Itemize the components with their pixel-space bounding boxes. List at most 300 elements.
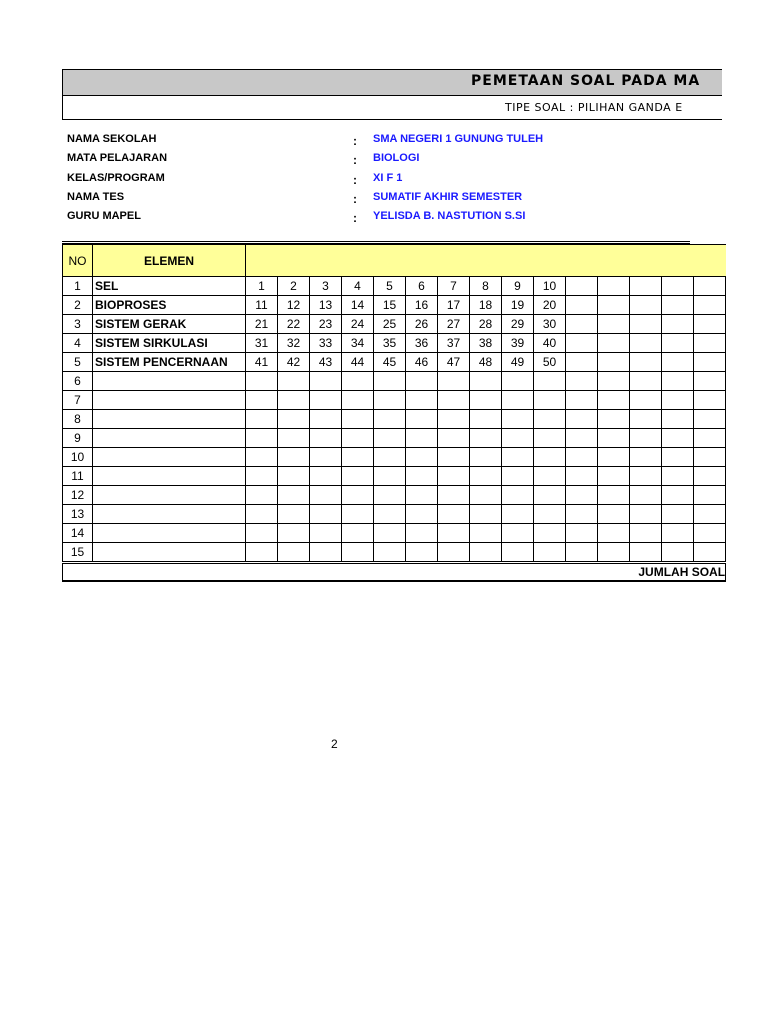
question-cell [406, 429, 438, 448]
question-cell [502, 486, 534, 505]
question-cell [502, 505, 534, 524]
question-cell: 42 [278, 353, 310, 372]
question-cell: 3 [310, 277, 342, 296]
question-cell [470, 410, 502, 429]
elemen-cell [93, 505, 246, 524]
question-cell: 35 [374, 334, 406, 353]
info-row [67, 152, 687, 171]
question-cell [246, 372, 278, 391]
question-cell [598, 410, 630, 429]
header-question-numbers [246, 245, 726, 277]
question-cell [374, 410, 406, 429]
question-cell [694, 524, 726, 543]
info-colon: : [353, 173, 357, 187]
question-cell: 18 [470, 296, 502, 315]
question-cell [470, 372, 502, 391]
question-cell: 17 [438, 296, 470, 315]
question-cell [374, 524, 406, 543]
info-label: NAMA TES [67, 191, 125, 203]
info-colon: : [353, 192, 357, 206]
question-cell [374, 448, 406, 467]
question-cell [502, 391, 534, 410]
question-cell: 49 [502, 353, 534, 372]
question-cell [470, 505, 502, 524]
question-cell: 22 [278, 315, 310, 334]
info-value: SUMATIF AKHIR SEMESTER [373, 191, 523, 203]
question-cell: 23 [310, 315, 342, 334]
question-cell [630, 543, 662, 563]
question-cell [662, 486, 694, 505]
question-cell: 19 [502, 296, 534, 315]
question-cell: 1 [246, 277, 278, 296]
table-row [63, 353, 726, 372]
question-cell [694, 543, 726, 563]
question-cell [534, 524, 566, 543]
table-row [63, 391, 726, 410]
question-cell [374, 372, 406, 391]
info-row [67, 191, 687, 210]
info-value: XI F 1 [373, 172, 403, 184]
table-row [63, 315, 726, 334]
question-cell [566, 296, 598, 315]
question-cell [310, 524, 342, 543]
table-row [63, 524, 726, 543]
question-cell: 4 [342, 277, 374, 296]
info-row [67, 133, 687, 152]
table-row [63, 448, 726, 467]
question-cell [566, 505, 598, 524]
elemen-cell [93, 391, 246, 410]
question-cell: 43 [310, 353, 342, 372]
table-row [63, 429, 726, 448]
question-cell [246, 505, 278, 524]
row-number: 8 [63, 410, 93, 429]
question-cell [662, 334, 694, 353]
question-cell [438, 543, 470, 563]
question-cell: 21 [246, 315, 278, 334]
question-cell: 37 [438, 334, 470, 353]
question-cell [470, 467, 502, 486]
question-cell [406, 524, 438, 543]
question-cell: 48 [470, 353, 502, 372]
question-cell [566, 486, 598, 505]
question-cell: 47 [438, 353, 470, 372]
header-no: NO [63, 245, 93, 277]
question-cell [534, 543, 566, 563]
question-cell [694, 334, 726, 353]
question-cell [502, 467, 534, 486]
question-cell [310, 372, 342, 391]
row-number: 13 [63, 505, 93, 524]
question-cell: 13 [310, 296, 342, 315]
table-row [63, 486, 726, 505]
question-cell [598, 353, 630, 372]
question-cell [534, 429, 566, 448]
question-cell [502, 543, 534, 563]
row-number: 7 [63, 391, 93, 410]
page-number: 2 [331, 737, 338, 751]
question-cell [534, 486, 566, 505]
question-cell [278, 524, 310, 543]
question-cell: 39 [502, 334, 534, 353]
question-cell: 5 [374, 277, 406, 296]
question-cell [374, 505, 406, 524]
row-number: 10 [63, 448, 93, 467]
question-cell: 26 [406, 315, 438, 334]
row-number: 4 [63, 334, 93, 353]
question-cell [406, 372, 438, 391]
question-cell [566, 467, 598, 486]
question-cell [566, 353, 598, 372]
question-cell [438, 486, 470, 505]
question-cell [406, 486, 438, 505]
info-label: KELAS/PROGRAM [67, 172, 165, 184]
elemen-cell: SISTEM GERAK [93, 315, 246, 334]
question-cell [662, 277, 694, 296]
question-cell: 30 [534, 315, 566, 334]
question-cell [470, 391, 502, 410]
elemen-cell [93, 486, 246, 505]
question-cell [694, 391, 726, 410]
question-cell [598, 486, 630, 505]
question-cell [406, 505, 438, 524]
title-bar [63, 70, 722, 96]
info-value: SMA NEGERI 1 GUNUNG TULEH [373, 133, 544, 145]
question-cell [534, 410, 566, 429]
question-cell: 44 [342, 353, 374, 372]
question-cell: 50 [534, 353, 566, 372]
question-cell [598, 391, 630, 410]
question-cell [374, 429, 406, 448]
question-cell: 38 [470, 334, 502, 353]
question-cell [246, 410, 278, 429]
question-cell [694, 467, 726, 486]
question-cell [278, 505, 310, 524]
question-cell [342, 448, 374, 467]
question-cell [694, 448, 726, 467]
question-cell: 31 [246, 334, 278, 353]
question-cell [374, 486, 406, 505]
question-cell [630, 505, 662, 524]
question-cell [502, 524, 534, 543]
question-cell [662, 372, 694, 391]
question-cell: 12 [278, 296, 310, 315]
question-cell: 33 [310, 334, 342, 353]
table-header-row [63, 245, 726, 277]
question-cell [630, 448, 662, 467]
question-cell [406, 467, 438, 486]
question-cell: 10 [534, 277, 566, 296]
question-cell [406, 543, 438, 563]
elemen-cell [93, 524, 246, 543]
question-cell [630, 486, 662, 505]
question-cell [278, 486, 310, 505]
question-cell [438, 429, 470, 448]
question-cell [278, 467, 310, 486]
question-cell [438, 391, 470, 410]
question-cell [470, 486, 502, 505]
question-cell [630, 524, 662, 543]
question-cell [310, 429, 342, 448]
question-cell [470, 543, 502, 563]
question-cell [662, 315, 694, 334]
row-number: 12 [63, 486, 93, 505]
header-elemen: ELEMEN [93, 245, 246, 277]
question-cell [342, 524, 374, 543]
question-cell [310, 505, 342, 524]
question-cell [246, 391, 278, 410]
question-cell [662, 429, 694, 448]
question-cell [342, 486, 374, 505]
question-cell [566, 391, 598, 410]
question-cell [534, 505, 566, 524]
question-cell [502, 448, 534, 467]
question-cell [566, 524, 598, 543]
question-cell [278, 429, 310, 448]
question-cell [566, 372, 598, 391]
question-cell [630, 277, 662, 296]
question-cell [566, 448, 598, 467]
question-cell [342, 467, 374, 486]
question-cell: 2 [278, 277, 310, 296]
question-cell [374, 467, 406, 486]
info-colon: : [353, 153, 357, 167]
question-cell [630, 296, 662, 315]
question-cell [246, 486, 278, 505]
question-cell [310, 486, 342, 505]
question-cell [662, 353, 694, 372]
question-cell: 7 [438, 277, 470, 296]
question-cell: 28 [470, 315, 502, 334]
info-colon: : [353, 134, 357, 148]
question-cell [470, 429, 502, 448]
question-cell [310, 467, 342, 486]
question-cell [278, 410, 310, 429]
mapping-table [62, 244, 726, 582]
row-number: 9 [63, 429, 93, 448]
question-cell [406, 391, 438, 410]
question-cell [694, 372, 726, 391]
question-cell [246, 543, 278, 563]
question-cell [662, 524, 694, 543]
question-cell [694, 486, 726, 505]
question-cell: 14 [342, 296, 374, 315]
question-cell [502, 372, 534, 391]
elemen-cell [93, 372, 246, 391]
info-colon: : [353, 211, 357, 225]
question-cell [406, 410, 438, 429]
question-cell [438, 448, 470, 467]
question-cell [310, 543, 342, 563]
elemen-cell [93, 543, 246, 563]
question-cell [278, 391, 310, 410]
question-cell [694, 505, 726, 524]
row-number: 15 [63, 543, 93, 563]
elemen-cell [93, 467, 246, 486]
question-cell: 16 [406, 296, 438, 315]
question-cell [246, 429, 278, 448]
question-cell [694, 296, 726, 315]
question-cell: 15 [374, 296, 406, 315]
question-cell [374, 391, 406, 410]
elemen-cell: SISTEM SIRKULASI [93, 334, 246, 353]
question-cell [342, 372, 374, 391]
row-number: 6 [63, 372, 93, 391]
elemen-cell [93, 410, 246, 429]
elemen-cell: SISTEM PENCERNAAN [93, 353, 246, 372]
question-cell [598, 543, 630, 563]
table-row [63, 543, 726, 563]
question-cell [694, 277, 726, 296]
question-cell [694, 410, 726, 429]
title-box [62, 69, 722, 120]
question-cell [438, 467, 470, 486]
row-number: 2 [63, 296, 93, 315]
question-cell: 41 [246, 353, 278, 372]
question-cell: 11 [246, 296, 278, 315]
question-cell [278, 372, 310, 391]
question-cell [470, 524, 502, 543]
question-cell [566, 334, 598, 353]
question-cell [438, 505, 470, 524]
question-cell [598, 334, 630, 353]
table-row [63, 410, 726, 429]
question-cell: 32 [278, 334, 310, 353]
question-cell [470, 448, 502, 467]
total-label: JUMLAH SOAL [63, 563, 726, 582]
question-cell [566, 429, 598, 448]
info-label: MATA PELAJARAN [67, 152, 168, 164]
question-cell [630, 315, 662, 334]
question-cell [278, 543, 310, 563]
question-cell: 45 [374, 353, 406, 372]
elemen-cell [93, 429, 246, 448]
question-cell: 8 [470, 277, 502, 296]
question-cell [630, 429, 662, 448]
row-number: 3 [63, 315, 93, 334]
question-type: TIPE SOAL : PILIHAN GANDA E [505, 101, 683, 114]
question-cell [662, 505, 694, 524]
question-cell [662, 391, 694, 410]
table-row [63, 467, 726, 486]
row-number: 14 [63, 524, 93, 543]
row-number: 5 [63, 353, 93, 372]
question-cell [598, 524, 630, 543]
question-cell [246, 524, 278, 543]
question-cell [342, 391, 374, 410]
question-cell [630, 334, 662, 353]
question-cell [310, 448, 342, 467]
table-row [63, 334, 726, 353]
question-cell [598, 467, 630, 486]
question-cell [534, 372, 566, 391]
subtitle-row [63, 96, 722, 120]
question-cell: 9 [502, 277, 534, 296]
row-number: 11 [63, 467, 93, 486]
question-cell: 20 [534, 296, 566, 315]
question-cell [598, 505, 630, 524]
question-cell: 29 [502, 315, 534, 334]
question-cell [310, 410, 342, 429]
question-cell [246, 448, 278, 467]
question-cell [662, 448, 694, 467]
question-cell [566, 410, 598, 429]
question-cell [662, 410, 694, 429]
question-cell [374, 543, 406, 563]
question-cell [438, 524, 470, 543]
question-cell [566, 543, 598, 563]
info-label: NAMA SEKOLAH [67, 133, 157, 145]
question-cell [534, 391, 566, 410]
question-cell [534, 467, 566, 486]
info-row [67, 210, 687, 229]
info-row [67, 172, 687, 191]
info-value: YELISDA B. NASTUTION S.SI [373, 210, 526, 222]
row-number: 1 [63, 277, 93, 296]
question-cell [694, 353, 726, 372]
question-cell [502, 429, 534, 448]
question-cell [534, 448, 566, 467]
table-row [63, 277, 726, 296]
question-cell: 40 [534, 334, 566, 353]
question-cell [342, 505, 374, 524]
total-row [63, 563, 726, 582]
info-label: GURU MAPEL [67, 210, 141, 222]
question-cell [694, 429, 726, 448]
elemen-cell: BIOPROSES [93, 296, 246, 315]
question-cell: 34 [342, 334, 374, 353]
question-cell [566, 315, 598, 334]
question-cell [438, 372, 470, 391]
question-cell [662, 467, 694, 486]
question-cell [598, 315, 630, 334]
question-cell [630, 410, 662, 429]
document-title: PEMETAAN SOAL PADA MA [471, 73, 701, 89]
question-cell [630, 353, 662, 372]
elemen-cell: SEL [93, 277, 246, 296]
table-row [63, 296, 726, 315]
question-cell [630, 372, 662, 391]
table-row [63, 372, 726, 391]
question-cell: 27 [438, 315, 470, 334]
question-cell: 36 [406, 334, 438, 353]
question-cell: 6 [406, 277, 438, 296]
question-cell [630, 391, 662, 410]
question-cell [438, 410, 470, 429]
question-cell [598, 429, 630, 448]
question-cell [342, 543, 374, 563]
table-row [63, 505, 726, 524]
info-value: BIOLOGI [373, 152, 420, 164]
question-cell [630, 467, 662, 486]
question-cell [662, 543, 694, 563]
question-cell [598, 372, 630, 391]
question-cell [598, 448, 630, 467]
elemen-cell [93, 448, 246, 467]
question-cell [342, 429, 374, 448]
question-cell [566, 277, 598, 296]
question-cell [310, 391, 342, 410]
question-cell: 46 [406, 353, 438, 372]
question-cell [662, 296, 694, 315]
question-cell: 25 [374, 315, 406, 334]
question-cell: 24 [342, 315, 374, 334]
question-cell [342, 410, 374, 429]
question-cell [694, 315, 726, 334]
question-cell [502, 410, 534, 429]
question-cell [278, 448, 310, 467]
mapping-table-wrap [62, 241, 726, 588]
